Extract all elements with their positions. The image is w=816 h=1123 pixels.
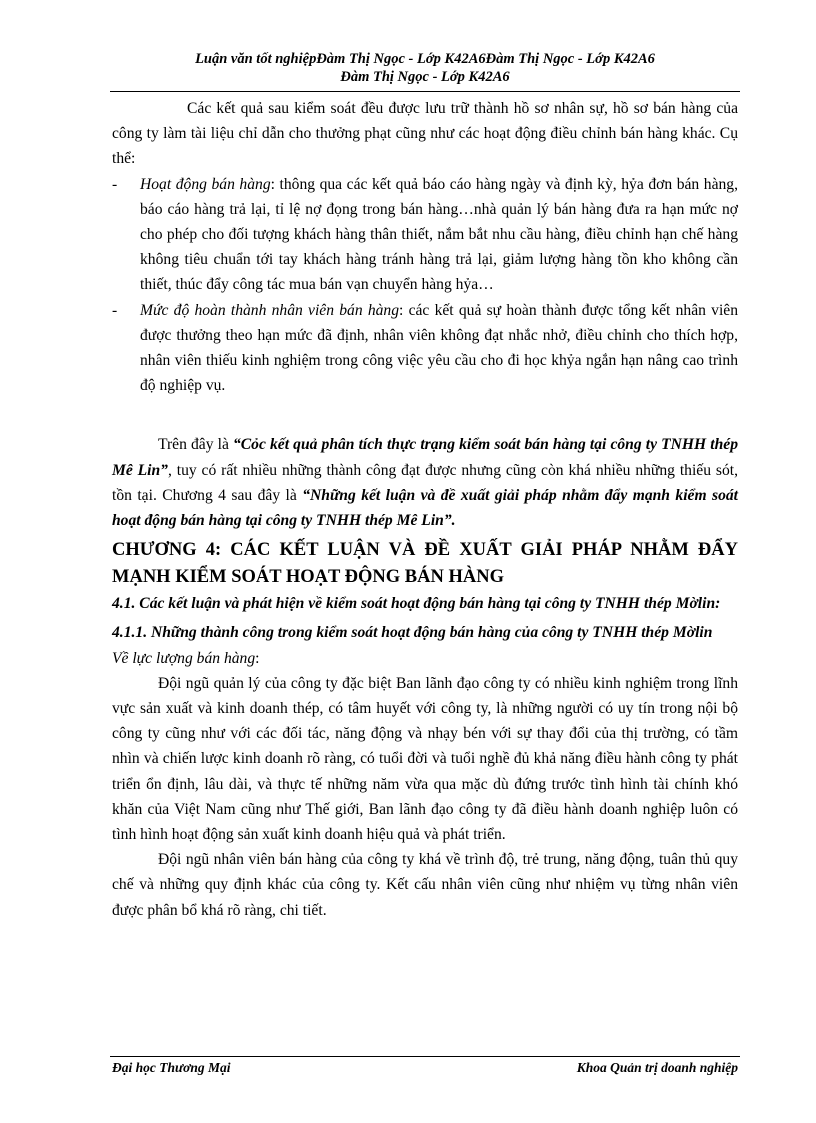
bullet-dash: - — [112, 175, 118, 193]
subheading-sales-force — [112, 646, 738, 671]
header-line-2: Đàm Thị Ngọc - Lớp K42A6 — [340, 69, 510, 85]
paragraph-management-team: Đội ngũ quản lý của công ty đặc biệt Ban lãnh đạo công ty có nhiều kinh nghiệm trong lĩnh vực sản xuất và kinh doanh thép, có tâm huyết với công ty, là những người có uy tín trong nội bộ công ty cũng như với các đối tác, năng động và nhạy bén với sự thay đổi của thị trường, có tầm nhìn và chiến lược kinh doanh rõ ràng, có tuổi đời và tuổi nghề đủ khả năng điều hành công ty phát triển ổn định, lâu dài, và thực tế những năm vừa qua mặc dù đứng trước tình hình tài chính khó khăn của Việt Nam cũng như Thế giới, Ban lãnh đạo công ty đã điều hành doanh nghiệp luôn có tình hình hoạt động sản xuất kinh doanh hiệu quả và phát triển. — [112, 674, 738, 844]
transition-title-ch4: “Những kết luận và đề xuất giải pháp nhằm đẩy mạnh kiểm soát hoạt động bán hàng tại công ty TNHH thép Mê Lin”. — [112, 486, 738, 530]
header-divider — [110, 91, 740, 92]
header-line-1: Luận văn tốt nghiệpĐàm Thị Ngọc - Lớp K42A6Đàm Thị Ngọc - Lớp K42A6 — [195, 51, 655, 67]
chapter-heading: CHƯƠNG 4: CÁC KẾT LUẬN VÀ ĐỀ XUẤT GIẢI PHÁP NHẰM ĐẨY MẠNH KIỂM SOÁT HOẠT ĐỘNG BÁN HÀNG — [112, 540, 738, 588]
bullet-sales-activity — [112, 172, 738, 298]
transition-middle: , tuy có rất nhiều những thành công đạt được nhưng cũng còn khá nhiều những thiếu sót, tồn tại. Chương 4 sau đây là — [112, 461, 738, 504]
subheading-colon: : — [255, 649, 260, 667]
page-footer — [112, 1060, 738, 1076]
section-heading-4-1-1: 4.1.1. Những thành công trong kiểm soát hoạt động bán hàng của công ty TNHH thép Mờlin — [112, 624, 713, 642]
section-heading-4-1: 4.1. Các kết luận và phát hiện về kiểm soát hoạt động bán hàng tại công ty TNHH thép Mờlin: — [112, 595, 721, 613]
paragraph-sales-staff: Đội ngũ nhân viên bán hàng của công ty khá về trình độ, trẻ trung, năng động, tuân thủ quy chế và những quy định khác của công ty. Kết cấu nhân viên cũng như nhiệm vụ từng nhân viên được phân bổ khá rõ ràng, chi tiết. — [112, 851, 738, 919]
paragraph-results-storage: Các kết quả sau kiểm soát đều được lưu trữ thành hồ sơ nhân sự, hồ sơ bán hàng của công ty làm tài liệu chỉ dẫn cho thưởng phạt cũng như các hoạt động điều chỉnh bán hàng khác. Cụ thể: — [112, 100, 738, 168]
footer-faculty: Khoa Quản trị doanh nghiệp — [576, 1060, 738, 1075]
footer-university: Đại học Thương Mại — [112, 1060, 231, 1075]
bullet-text: : thông qua các kết quả báo cáo hàng ngày và định kỳ, hỷa đơn bán hàng, báo cáo hàng trả lại, tỉ lệ nợ đọng trong bán hàng…nhà quản lý bán hàng đưa ra hạn mức nợ cho phép cho đối tượng khách hàng thân thiết, nắm bắt nhu cầu hàng, điều chỉnh hạn chế hàng không tiêu chuẩn tới tay khách hàng tránh hàng trả lại, giảm lượng hàng tồn kho không cần thiết, thúc đẩy công tác mua bán vạn chuyển hàng hỷa… — [140, 175, 738, 294]
transition-intro: Trên đây là — [158, 436, 233, 454]
page-body — [112, 96, 738, 923]
bullet-dash: - — [112, 301, 118, 319]
spacer — [112, 398, 738, 432]
transition-title-ch3: “Cỏc kết quả phân tích thực trạng kiểm soát bán hàng tại công ty TNHH thép Mê Lin” — [112, 436, 738, 479]
footer-divider — [110, 1056, 740, 1057]
page-header — [110, 50, 740, 86]
bullet-lead: Mức độ hoàn thành nhân viên bán hàng — [140, 301, 400, 319]
bullet-text: : các kết quả sự hoàn thành được tổng kết nhân viên được thưởng theo hạn mức đã định, nhân viên không đạt nhắc nhở, điều chỉnh cho thích hợp, nhân viên thiếu kinh nghiệm trong công việc yêu cầu cho đi học khỷa ngắn hạn nâng cao trình độ nghiệp vụ. — [140, 301, 738, 395]
bullet-lead: Hoạt động bán hàng — [140, 175, 271, 193]
subheading-label: Về lực lượng bán hàng — [112, 649, 256, 667]
bullet-staff-completion — [112, 298, 738, 399]
paragraph-transition — [112, 432, 738, 533]
